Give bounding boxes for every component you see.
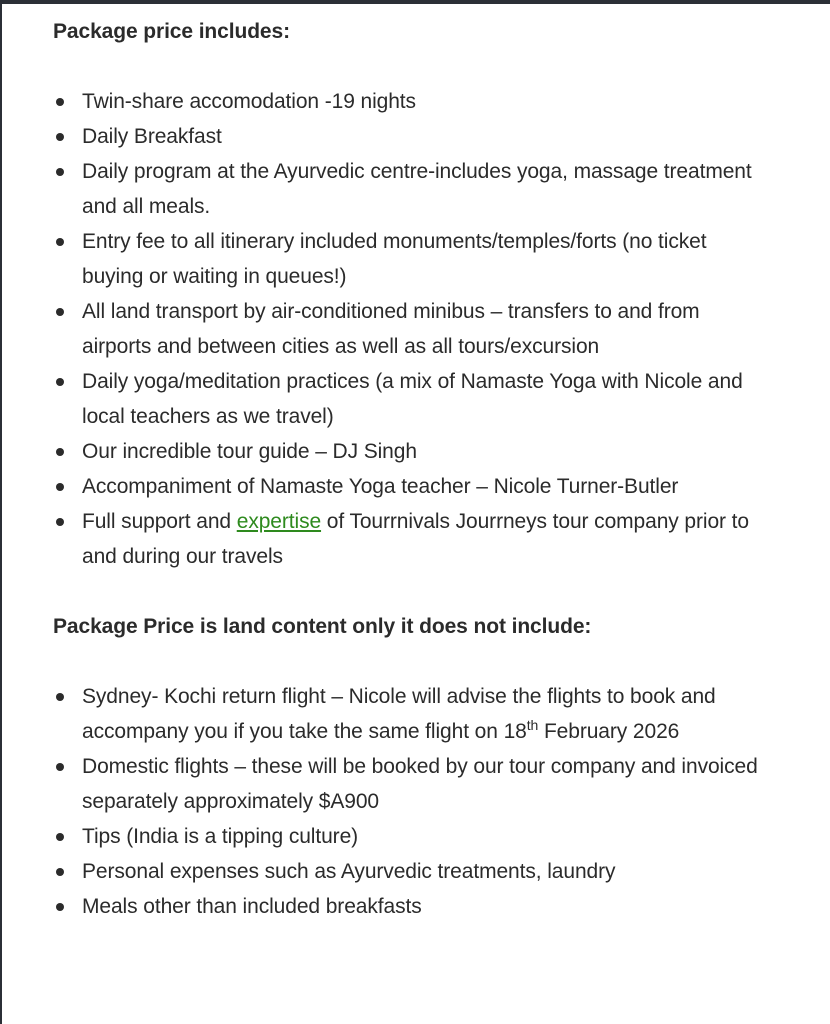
list-item <box>53 819 773 854</box>
list-item-text: Tips (India is a tipping culture) <box>82 825 359 848</box>
list-item <box>53 84 773 119</box>
list-item-text: Entry fee to all itinerary included monuments/temples/forts (no ticket buying or waiting in queues!) <box>82 230 707 288</box>
list-item-text: All land transport by air-conditioned minibus – transfers to and from airports and between cities as well as all tours/excursion <box>82 300 700 358</box>
list-item <box>53 364 773 434</box>
excludes-heading: Package Price is land content only it does not include: <box>53 615 592 638</box>
list-item <box>53 434 773 469</box>
document-content <box>53 14 773 924</box>
excludes-list <box>53 679 773 924</box>
list-item <box>53 854 773 889</box>
list-item <box>53 224 773 294</box>
list-item <box>53 469 773 504</box>
support-text-after: of Tourrnivals Jourrneys tour company prior to and during our travels <box>82 510 749 568</box>
bullet-icon <box>56 518 64 526</box>
list-item-text: Accompaniment of Namaste Yoga teacher – Nicole Turner-Butler <box>82 475 679 498</box>
list-item <box>53 294 773 364</box>
bullet-icon <box>56 133 64 141</box>
bullet-icon <box>56 378 64 386</box>
bullet-icon <box>56 168 64 176</box>
flight-text-after: February 2026 <box>538 720 680 743</box>
includes-heading: Package price includes: <box>53 20 290 43</box>
flight-text-before: Sydney- Kochi return flight – Nicole will advise the flights to book and accompany you if you take the same flight on 18 <box>82 685 716 743</box>
includes-list <box>53 84 773 574</box>
list-item-text: Twin-share accomodation -19 nights <box>82 90 416 113</box>
bullet-icon <box>56 448 64 456</box>
list-item <box>53 154 773 224</box>
bullet-icon <box>56 903 64 911</box>
list-item-text: Daily yoga/meditation practices (a mix of Namaste Yoga with Nicole and local teachers as we travel) <box>82 370 743 428</box>
list-item-text: Meals other than included breakfasts <box>82 895 422 918</box>
left-border <box>0 0 2 1024</box>
list-item-flight <box>53 679 773 749</box>
bullet-icon <box>56 483 64 491</box>
bullet-icon <box>56 98 64 106</box>
list-item-text: Domestic flights – these will be booked by our tour company and invoiced separately approximately $A900 <box>82 755 758 813</box>
list-item-support <box>53 504 773 574</box>
expertise-link[interactable]: expertise <box>236 510 322 533</box>
bullet-icon <box>56 763 64 771</box>
bullet-icon <box>56 868 64 876</box>
top-border <box>0 0 830 4</box>
support-text-before: Full support and <box>82 510 237 533</box>
bullet-icon <box>56 308 64 316</box>
bullet-icon <box>56 693 64 701</box>
list-item-text: Daily Breakfast <box>82 125 222 148</box>
ordinal-suffix: th <box>526 717 539 733</box>
bullet-icon <box>56 238 64 246</box>
list-item-text: Our incredible tour guide – DJ Singh <box>82 440 417 463</box>
list-item-text: Personal expenses such as Ayurvedic treatments, laundry <box>82 860 616 883</box>
bullet-icon <box>56 833 64 841</box>
list-item-text: Daily program at the Ayurvedic centre-includes yoga, massage treatment and all meals. <box>82 160 752 218</box>
list-item <box>53 119 773 154</box>
list-item <box>53 889 773 924</box>
list-item <box>53 749 773 819</box>
